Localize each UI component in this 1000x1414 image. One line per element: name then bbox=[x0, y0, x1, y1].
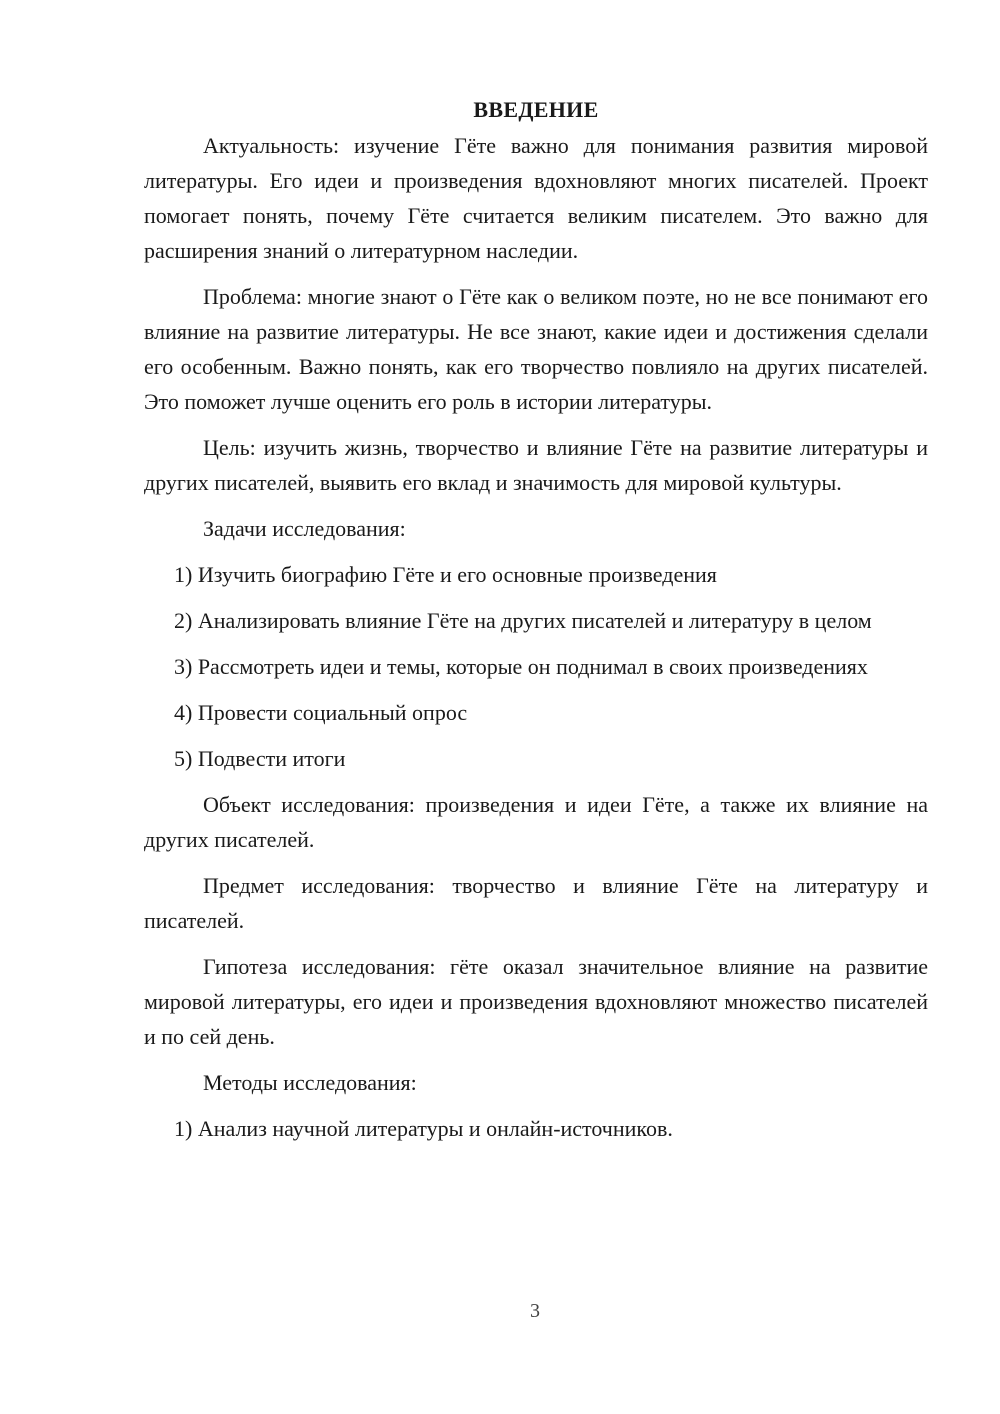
tasks-heading: Задачи исследования: bbox=[203, 516, 406, 541]
subject-paragraph: Предмет исследования: творчество и влияние Гёте на литературу и писателей. bbox=[144, 873, 928, 933]
page-title: ВВЕДЕНИЕ bbox=[473, 97, 599, 122]
method-item: 1) Анализ научной литературы и онлайн-источников. bbox=[174, 1116, 673, 1141]
methods-heading: Методы исследования: bbox=[203, 1070, 417, 1095]
document-page bbox=[144, 92, 928, 1146]
object-paragraph: Объект исследования: произведения и идеи Гёте, а также их влияние на других писателей. bbox=[144, 792, 928, 852]
problem-paragraph: Проблема: многие знают о Гёте как о великом поэте, но не все понимают его влияние на развитие литературы. Не все знают, какие идеи и достижения сделали его особенным. Важно понять, как его творчество повлияло на других писателей. Это поможет лучше оценить его роль в истории литературы. bbox=[144, 284, 928, 414]
goal-paragraph: Цель: изучить жизнь, творчество и влияние Гёте на развитие литературы и других писателей, выявить его вклад и значимость для мировой культуры. bbox=[144, 435, 928, 495]
task-item: 4) Провести социальный опрос bbox=[174, 700, 468, 725]
task-item: 1) Изучить биографию Гёте и его основные произведения bbox=[174, 562, 717, 587]
task-item: 2) Анализировать влияние Гёте на других писателей и литературу в целом bbox=[174, 608, 872, 633]
page-number: 3 bbox=[530, 1300, 540, 1322]
task-item: 5) Подвести итоги bbox=[174, 746, 346, 771]
relevance-paragraph: Актуальность: изучение Гёте важно для понимания развития мировой литературы. Его идеи и произведения вдохновляют многих писателей. Проект помогает понять, почему Гёте считается великим писателем. Это важно для расширения знаний о литературном наследии. bbox=[144, 133, 928, 263]
task-item: 3) Рассмотреть идеи и темы, которые он поднимал в своих произведениях bbox=[174, 654, 868, 679]
hypothesis-paragraph: Гипотеза исследования: гёте оказал значительное влияние на развитие мировой литературы, его идеи и произведения вдохновляют множество писателей и по сей день. bbox=[144, 954, 928, 1049]
